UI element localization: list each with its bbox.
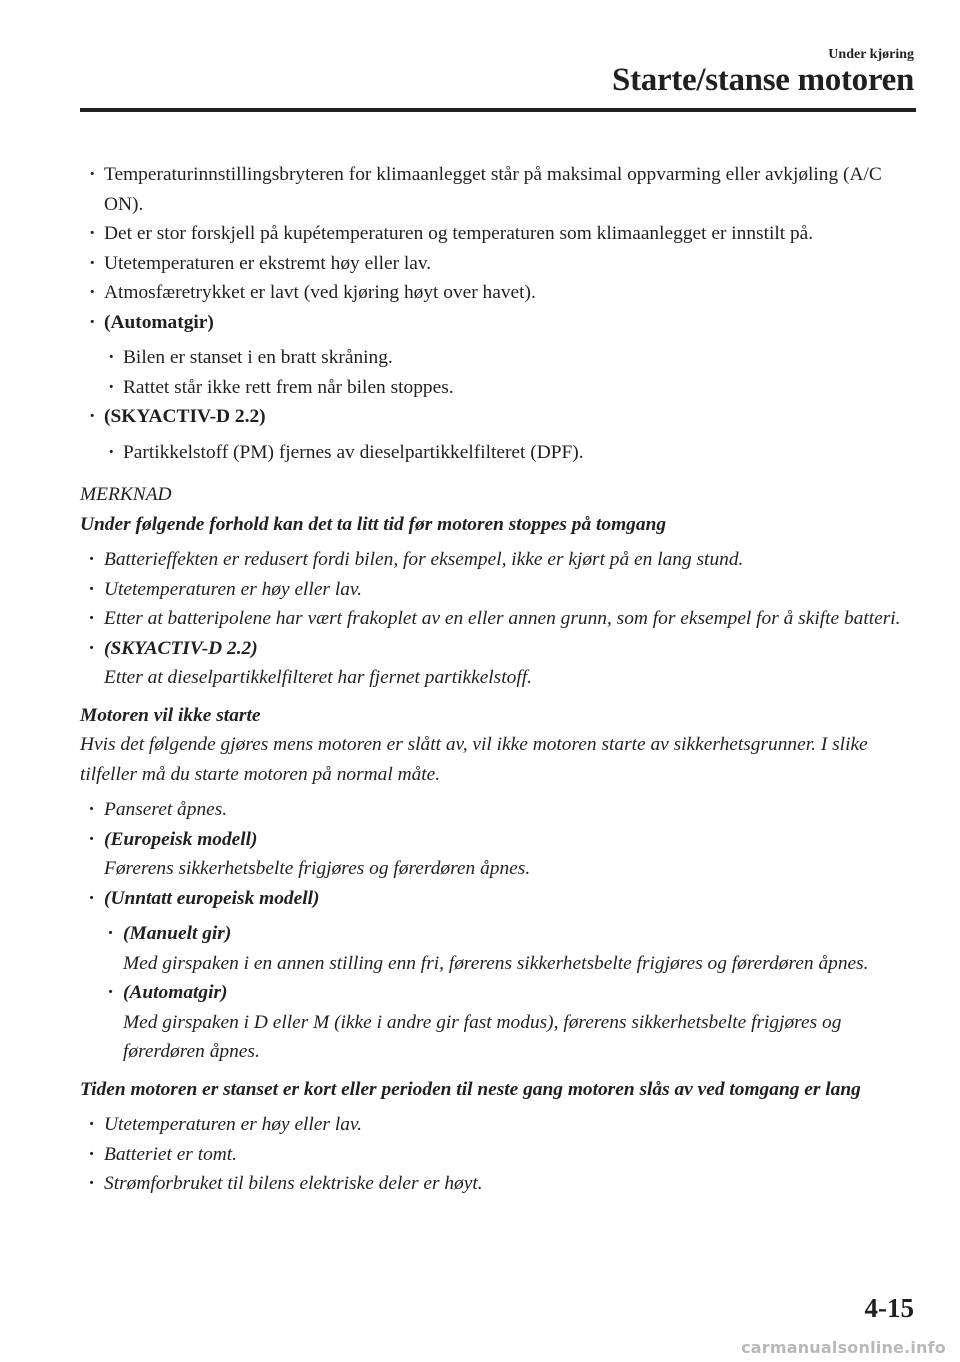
page-number: 4-15	[864, 1293, 914, 1323]
manual-text: Med girspaken i en annen stilling enn fri, førerens sikkerhetsbelte frigjøres og førerdøren åpnes.	[123, 952, 869, 974]
list-item	[80, 825, 920, 884]
list-item: · Batterieffekten er redusert fordi bilen, for eksempel, ikke er kjørt på en lang stund.	[80, 545, 920, 575]
list-item: · Strømforbruket til bilens elektriske deler er høyt.	[80, 1169, 920, 1199]
list-item: · Det er stor forskjell på kupétemperaturen og temperaturen som klimaanlegget er innstilt på.	[80, 219, 920, 249]
list-item: · Partikkelstoff (PM) fjernes av dieselpartikkelfilteret (DPF).	[80, 438, 920, 468]
list-item: · Panseret åpnes.	[80, 795, 920, 825]
list-item: · Bilen er stanset i en bratt skråning.	[80, 343, 920, 373]
list-item	[80, 919, 920, 978]
short-stop-heading: Tiden motoren er stanset er kort eller perioden til neste gang motoren slås av ved tomgang er lang	[80, 1078, 861, 1100]
list-item: · Rattet står ikke rett frem når bilen stoppes.	[80, 373, 920, 403]
auto-text: Med girspaken i D eller M (ikke i andre gir fast modus), førerens sikkerhetsbelte frigjøres og førerdøren åpnes.	[123, 1011, 842, 1062]
watermark: carmanualsonline.info	[741, 1338, 946, 1357]
note-skyactiv-text: Etter at dieselpartikkelfilteret har fjernet partikkelstoff.	[104, 667, 532, 688]
list-item	[80, 634, 920, 693]
list-item: · Batteriet er tomt.	[80, 1140, 920, 1170]
note-label: MERKNAD	[80, 484, 172, 505]
list-item: · Utetemperaturen er høy eller lav.	[80, 575, 920, 605]
page-title: Starte/stanse motoren	[612, 62, 914, 98]
section-label: Under kjøring	[828, 47, 914, 62]
note-heading: Under følgende forhold kan det ta litt tid før motoren stoppes på tomgang	[80, 513, 667, 535]
auto-label: (Automatgir)	[123, 982, 228, 1003]
eu-label: (Europeisk modell)	[104, 828, 258, 850]
page-content	[80, 160, 920, 1199]
no-start-intro: Hvis det følgende gjøres mens motoren er slått av, vil ikke motoren starte av sikkerhetsgrunner. I slike tilfeller må du starte motoren på normal måte.	[80, 734, 868, 785]
skyactiv-label: · (SKYACTIV-D 2.2)	[80, 402, 920, 432]
note-skyactiv-label: (SKYACTIV-D 2.2)	[104, 637, 258, 659]
list-item	[80, 978, 920, 1067]
list-item: · Temperaturinnstillingsbryteren for klimaanlegget står på maksimal oppvarming eller avkjøling (A/C ON).	[80, 160, 920, 219]
non-eu-label: · (Unntatt europeisk modell)	[80, 884, 920, 914]
list-item: · Utetemperaturen er høy eller lav.	[80, 1110, 920, 1140]
automatgir-label: · (Automatgir)	[80, 308, 920, 338]
no-start-heading: Motoren vil ikke starte	[80, 704, 261, 726]
eu-text: Førerens sikkerhetsbelte frigjøres og førerdøren åpnes.	[104, 858, 531, 879]
list-item: · Utetemperaturen er ekstremt høy eller lav.	[80, 249, 920, 279]
list-item: · Etter at batteripolene har vært frakoplet av en eller annen grunn, som for eksempel for å skifte batteri.	[80, 604, 920, 634]
manual-label: (Manuelt gir)	[123, 923, 232, 944]
header-rule	[80, 108, 916, 112]
list-item: · Atmosfæretrykket er lavt (ved kjøring høyt over havet).	[80, 278, 920, 308]
